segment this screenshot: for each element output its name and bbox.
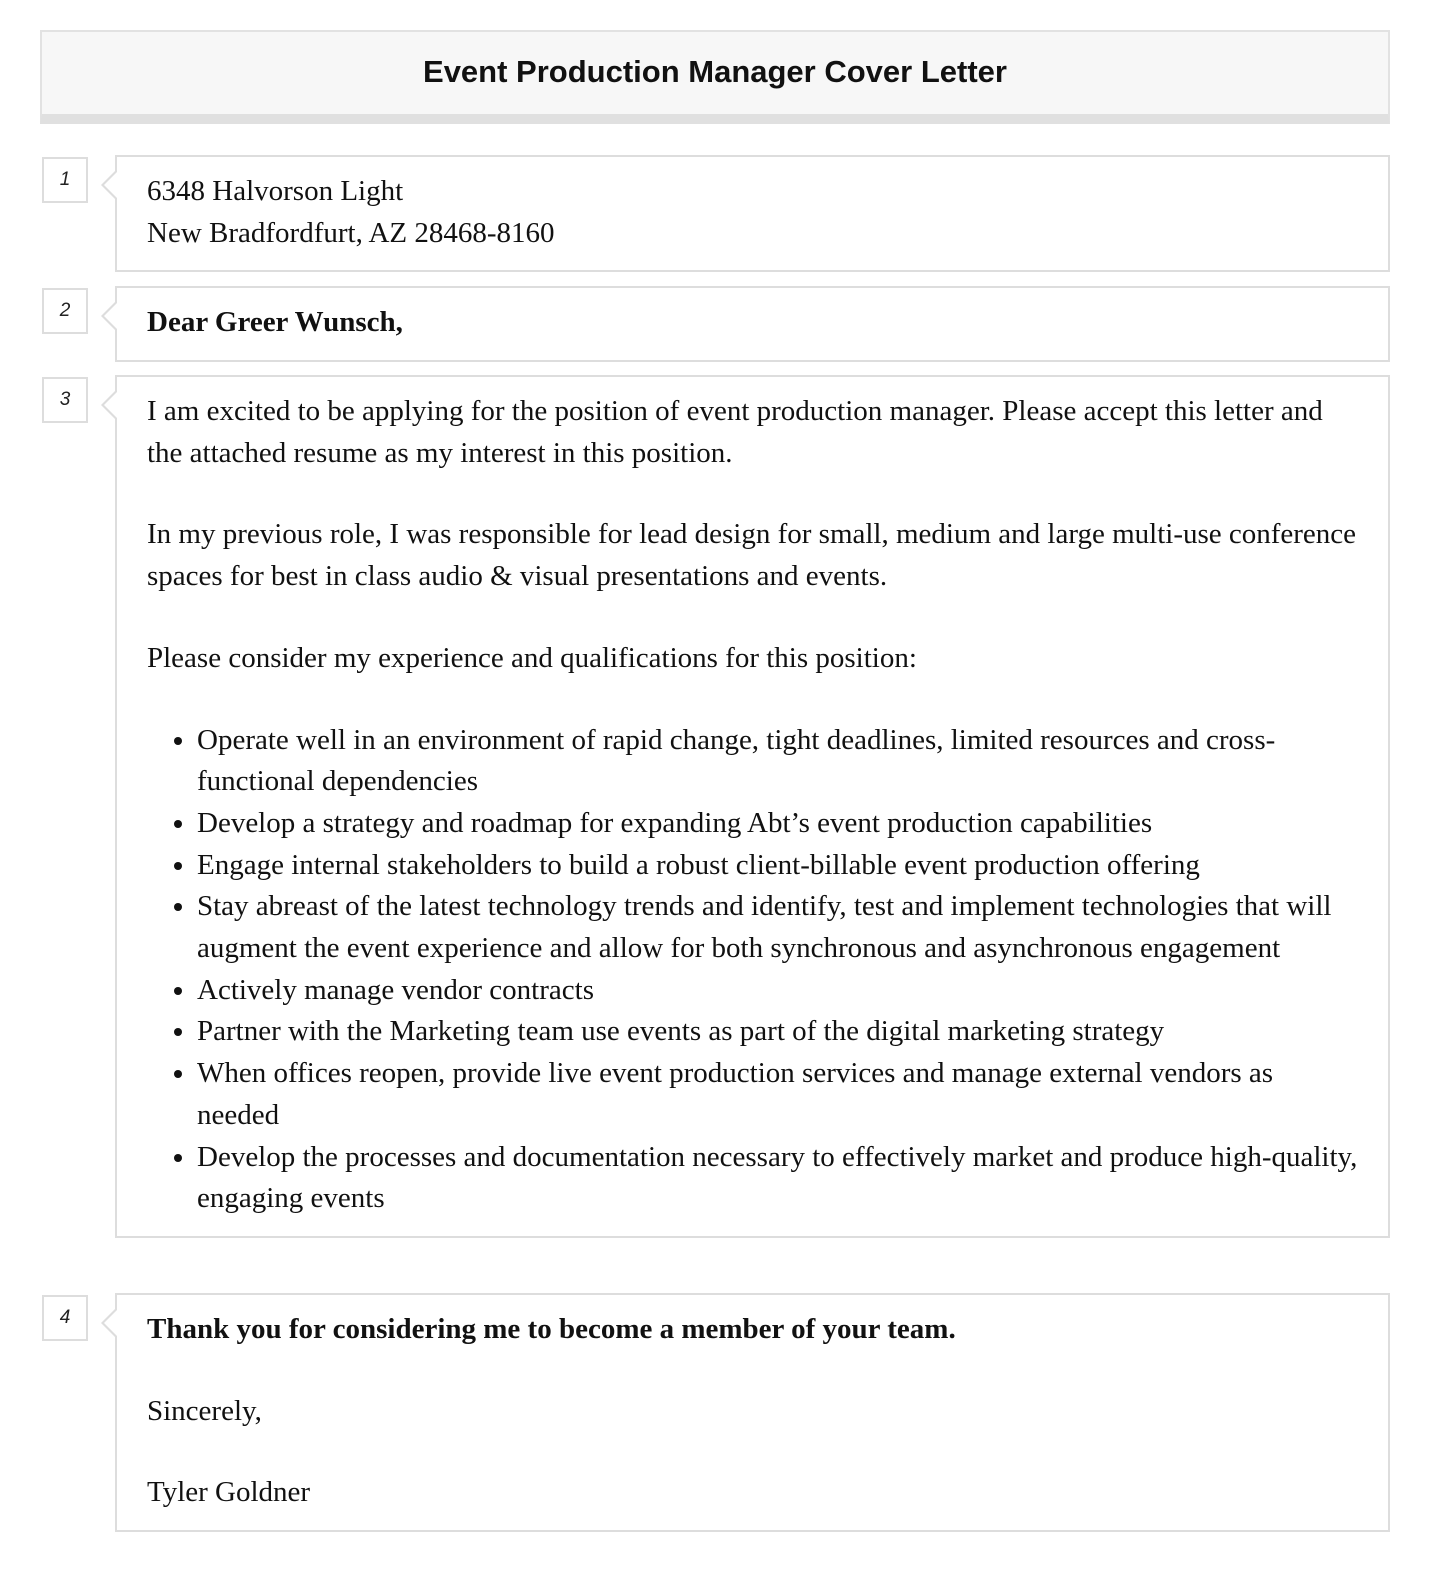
salutation: Dear Greer Wunsch, (147, 306, 403, 338)
list-item: • Develop the processes and documentation necessary to effectively market and produce high-quality, engaging events (197, 1137, 1358, 1220)
consider-paragraph: Please consider my experience and qualifications for this position: (147, 641, 917, 674)
section-number-badge: 2 (42, 288, 88, 334)
closing-thanks: Thank you for considering me to become a member of your team. (147, 1313, 956, 1345)
address-line-1: 6348 Halvorson Light (147, 175, 404, 207)
letter-body (115, 375, 1390, 1238)
list-item: • Develop a strategy and roadmap for expanding Abt’s event production capabilities (197, 803, 1358, 845)
list-item: • Operate well in an environment of rapid change, tight deadlines, limited resources and cross-functional dependencies (197, 720, 1358, 803)
address-line-2: New Bradfordfurt, AZ 28468-8160 (147, 216, 555, 249)
qualifications-list (147, 720, 1358, 1220)
previous-role-paragraph: In my previous role, I was responsible for lead design for small, medium and large multi-use conference spaces for best in class audio & visual presentations and events. (147, 518, 1357, 593)
salutation-block (115, 286, 1390, 362)
list-item: • Actively manage vendor contracts (197, 970, 1358, 1012)
section-number-badge: 1 (42, 157, 88, 203)
list-item: • Partner with the Marketing team use events as part of the digital marketing strategy (197, 1011, 1358, 1053)
list-item: • Engage internal stakeholders to build a robust client-billable event production offering (197, 845, 1358, 887)
closing-block (115, 1293, 1390, 1532)
page-title: Event Production Manager Cover Letter (423, 54, 1007, 89)
list-item: • Stay abreast of the latest technology trends and identify, test and implement technologies that will augment the event experience and allow for both synchronous and asynchronous engagement (197, 886, 1358, 969)
address-block (115, 155, 1390, 272)
signer-name: Tyler Goldner (147, 1476, 311, 1509)
page-header (40, 30, 1390, 124)
section-number-badge: 4 (42, 1295, 88, 1341)
list-item: • When offices reopen, provide live event production services and manage external vendors as needed (197, 1053, 1358, 1136)
intro-paragraph: I am excited to be applying for the position of event production manager. Please accept this letter and the attached resume as my interest in this position. (147, 395, 1323, 469)
closing-signoff: Sincerely, (147, 1394, 262, 1427)
section-number-badge: 3 (42, 377, 88, 423)
